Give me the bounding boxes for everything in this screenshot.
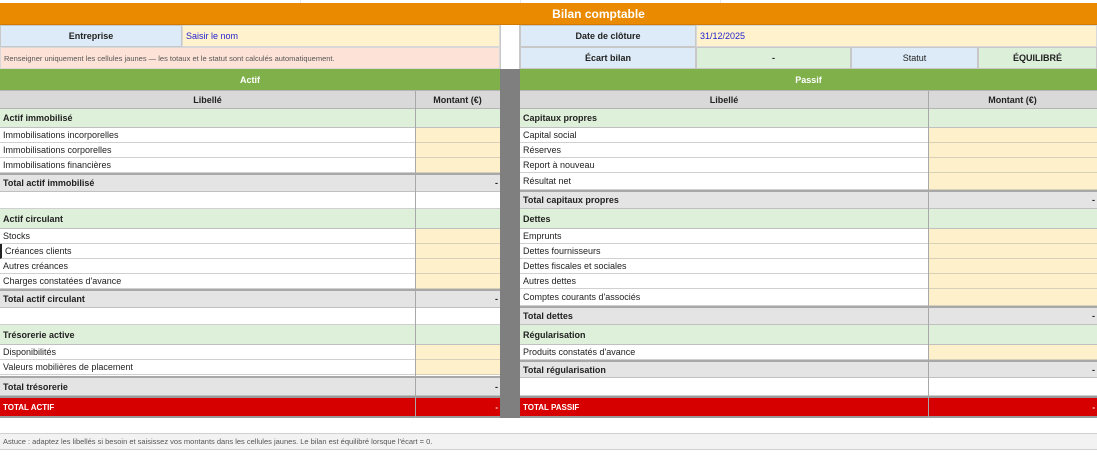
total-label: Total actif immobilisé (0, 173, 415, 192)
amount-input[interactable] (415, 345, 500, 360)
passif-heading: Passif (520, 69, 1097, 91)
closing-date-input[interactable]: 31/12/2025 (696, 25, 1097, 47)
row-label[interactable]: Dettes fournisseurs (520, 244, 928, 259)
instruction-note: Renseigner uniquement les cellules jaunes — les totaux et le statut sont calculés automatiquement. (0, 47, 500, 69)
row-label[interactable]: Disponibilités (0, 345, 415, 360)
actif-col-amount: Montant (€) (415, 91, 500, 109)
amount-input[interactable] (415, 158, 500, 173)
group-regularisation: Régularisation (520, 325, 1097, 345)
gap-label: Écart bilan (520, 47, 696, 69)
gutter-spacer (500, 25, 520, 69)
actif-col-label: Libellé (0, 91, 415, 109)
total-value: - (415, 289, 500, 308)
total-passif-value: - (928, 396, 1097, 418)
row-label[interactable]: Autres dettes (520, 274, 928, 289)
amount-input[interactable] (928, 274, 1097, 289)
row-label[interactable]: Résultat net (520, 173, 928, 190)
amount-input[interactable] (928, 259, 1097, 274)
gap-value: - (696, 47, 851, 69)
group-tresorerie-active: Trésorerie active (0, 325, 500, 345)
group-capitaux-propres: Capitaux propres (520, 109, 1097, 128)
row-label[interactable]: Report à nouveau (520, 158, 928, 173)
total-value: - (415, 376, 500, 396)
blank-row (0, 192, 500, 209)
group-actif-circulant: Actif circulant (0, 209, 500, 229)
passif-col-amount: Montant (€) (928, 91, 1097, 109)
status-label: Statut (851, 47, 978, 69)
total-passif-label: TOTAL PASSIF (520, 396, 928, 418)
amount-input[interactable] (928, 128, 1097, 143)
amount-input[interactable] (928, 173, 1097, 190)
row-label[interactable]: Immobilisations incorporelles (0, 128, 415, 143)
gutter-divider (500, 69, 520, 418)
row-label[interactable]: Créances clients (0, 244, 415, 259)
row-label[interactable]: Autres créances (0, 259, 415, 274)
amount-input[interactable] (928, 345, 1097, 360)
amount-input[interactable] (928, 158, 1097, 173)
column-divider (415, 91, 416, 418)
row-label[interactable]: Immobilisations financières (0, 158, 415, 173)
row-label[interactable]: Réserves (520, 143, 928, 158)
total-value: - (415, 173, 500, 192)
amount-input[interactable] (415, 360, 500, 375)
total-label: Total trésorerie (0, 376, 415, 396)
total-actif-label: TOTAL ACTIF (0, 396, 415, 418)
row-label[interactable]: Valeurs mobilières de placement (0, 360, 415, 375)
amount-input[interactable] (415, 128, 500, 143)
closing-date-label: Date de clôture (520, 25, 696, 47)
row-label[interactable]: Capital social (520, 128, 928, 143)
amount-input[interactable] (415, 244, 500, 259)
total-label: Total dettes (520, 306, 928, 325)
amount-input[interactable] (928, 143, 1097, 158)
passif-col-label: Libellé (520, 91, 928, 109)
amount-input[interactable] (928, 244, 1097, 259)
total-value: - (928, 360, 1097, 378)
row-label[interactable]: Stocks (0, 229, 415, 244)
amount-input[interactable] (415, 229, 500, 244)
group-actif-immobilise: Actif immobilisé (0, 109, 500, 128)
total-label: Total actif circulant (0, 289, 415, 308)
blank-row (520, 378, 1097, 396)
blank-row (0, 308, 500, 325)
company-name-input[interactable]: Saisir le nom (182, 25, 500, 47)
amount-input[interactable] (928, 289, 1097, 306)
group-dettes: Dettes (520, 209, 1097, 229)
row-label[interactable]: Produits constatés d'avance (520, 345, 928, 360)
row-label[interactable]: Comptes courants d'associés (520, 289, 928, 306)
total-value: - (928, 190, 1097, 209)
sheet-title: Bilan comptable (0, 3, 1097, 25)
column-divider (928, 91, 929, 418)
row-label[interactable]: Charges constatées d'avance (0, 274, 415, 289)
total-label: Total capitaux propres (520, 190, 928, 209)
amount-input[interactable] (415, 259, 500, 274)
actif-heading: Actif (0, 69, 500, 91)
total-label: Total régularisation (520, 360, 928, 378)
row-label[interactable]: Dettes fiscales et sociales (520, 259, 928, 274)
amount-input[interactable] (415, 274, 500, 289)
row-label[interactable]: Emprunts (520, 229, 928, 244)
amount-input[interactable] (928, 229, 1097, 244)
total-value: - (928, 306, 1097, 325)
total-actif-value: - (415, 396, 500, 418)
status-badge: ÉQUILIBRÉ (978, 47, 1097, 69)
footer-tip: Astuce : adaptez les libellés si besoin et saisissez vos montants dans les cellules jaunes. Le bilan est équilibré lorsque l'écart = 0. (0, 433, 1097, 450)
amount-input[interactable] (415, 143, 500, 158)
company-label: Entreprise (0, 25, 182, 47)
row-label[interactable]: Immobilisations corporelles (0, 143, 415, 158)
